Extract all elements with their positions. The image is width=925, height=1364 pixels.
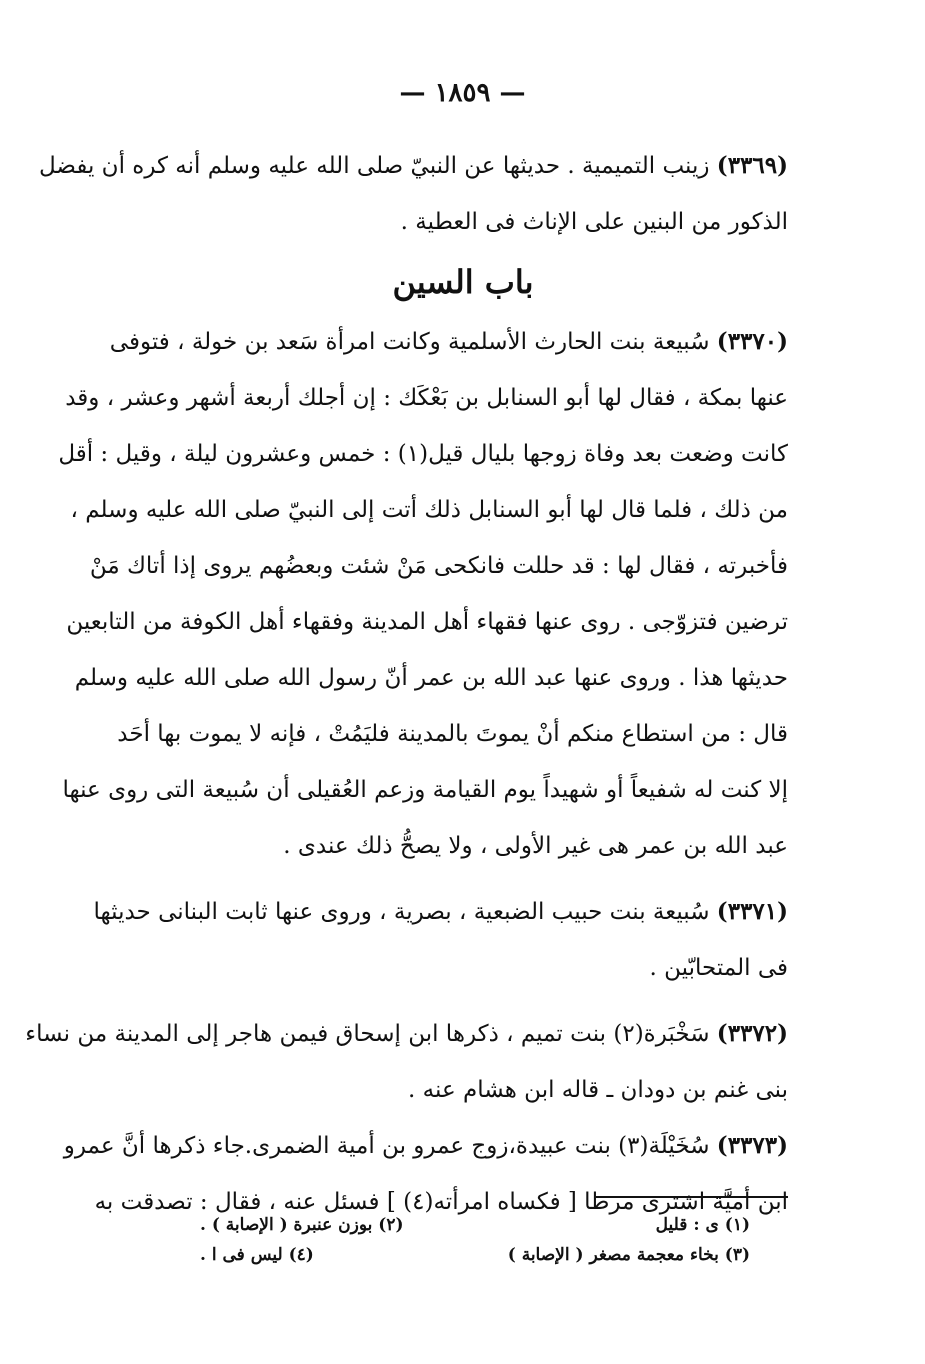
entry-3370-line-1 — [109, 314, 788, 370]
entry-3372-line-2: بنى غنم بن دودان ـ قاله ابن هشام عنه . — [408, 1077, 788, 1103]
paragraph-gap — [138, 996, 788, 1006]
footnote-4: (٤) ليس فى ا . — [200, 1245, 314, 1265]
entry-3371-number: (٣٣٧١) — [716, 898, 788, 925]
entry-3369-number: (٣٣٦٩) — [716, 152, 788, 179]
footnote-3: (٣) بخاء معجمة مصغر ( الإصابة ) — [507, 1245, 750, 1265]
entry-3370-line-9: إلا كنت له شفيعاً أو شهيداً يوم القيامة وزعم العُقيلى أن سُبيعة التى روى عنها — [62, 777, 788, 803]
footnote-1: (١) ى : قليل — [655, 1215, 750, 1235]
footnote-row-1 — [200, 1210, 750, 1240]
entry-3370-line-10: عبد الله بن عمر هى غير الأولى ، ولا يصحُّ ذلك عندى . — [283, 833, 788, 859]
entry-3370-text-1: سُبيعة بنت الحارث الأسلمية وكانت امرأة سَعد بن خولة ، فتوفى — [109, 329, 710, 355]
footnote-row-2 — [200, 1240, 750, 1270]
entry-3372-text-1: سَخْبَرة(٢) بنت تميم ، ذكرها ابن إسحاق فيمن هاجر إلى المدينة من نساء — [25, 1021, 710, 1047]
entry-3370-line-4: من ذلك ، فلما قال لها أبو السنابل ذلك أتت إلى النبيّ صلى الله عليه وسلم ، — [70, 497, 788, 523]
main-text — [25, 138, 788, 1230]
entry-3370-line-7: حديثها هذا . وروى عنها عبد الله بن عمر أنّ رسول الله صلى الله عليه وسلم — [74, 665, 788, 691]
entry-3371-line-2: فى المتحابّين . — [649, 955, 788, 981]
section-title: باب السين — [392, 263, 534, 301]
entry-3372-line-1 — [25, 1006, 788, 1062]
entry-3373-number: (٣٣٧٣) — [716, 1132, 788, 1159]
page-number: — ١٨٥٩ — — [399, 78, 526, 108]
entry-3371-line-1 — [93, 884, 788, 940]
paragraph-gap — [138, 874, 788, 884]
entry-3372-number: (٣٣٧٢) — [716, 1020, 788, 1047]
entry-3369-text-1: زينب التميمية . حديثها عن النبيّ صلى الله عليه وسلم أنه كره أن يفضل — [38, 153, 710, 179]
entry-3369-line-1 — [38, 138, 788, 194]
entry-3373-line-2: ابن أميَّة اشترى مرطا [ فكساه امرأته(٤) ] فسئل عنه ، فقال : تصدقت به — [94, 1189, 788, 1215]
entry-3370-line-6: ترضين فتزوّجى . روى عنها فقهاء أهل المدينة وفقهاء أهل الكوفة من التابعين — [66, 609, 788, 635]
entry-3370-line-5: فأخبرته ، فقال لها : قد حللت فانكحى مَنْ شئت وبعضُهم يروى إذا أتاك مَنْ — [89, 553, 788, 579]
entry-3370-line-2: عنها بمكة ، فقال لها أبو السنابل بن بَعْكَك : إن أجلك أربعة أشهر وعشر ، وقد — [65, 385, 788, 411]
footnote-divider — [596, 1196, 788, 1198]
footnote-2: (٢) بوزن عنبرة ( الإصابة ) . — [200, 1215, 404, 1235]
entry-3370-number: (٣٣٧٠) — [716, 328, 788, 355]
footnotes — [200, 1210, 750, 1270]
entry-3370-line-8: قال : من استطاع منكم أنْ يموتَ بالمدينة فليَمُتْ ، فإنه لا يموت بها أحَد — [117, 721, 788, 747]
entry-3371-text-1: سُبيعة بنت حبيب الضبعية ، بصرية ، وروى عنها ثابت البنانى حديثها — [93, 899, 710, 925]
entry-3373-text-1: سُخَيْلَة(٣) بنت عبيدة،زوج عمرو بن أمية الضمرى.جاء ذكرها أنَّ عمرو — [63, 1133, 710, 1159]
entry-3373-line-1 — [63, 1118, 788, 1174]
entry-3369-line-2: الذكور من البنين على الإناث فى العطية . — [400, 209, 788, 235]
entry-3370-line-3: كانت وضعت بعد وفاة زوجها بليال قيل(١) : خمس وعشرون ليلة ، وقيل : أقل — [58, 441, 788, 467]
